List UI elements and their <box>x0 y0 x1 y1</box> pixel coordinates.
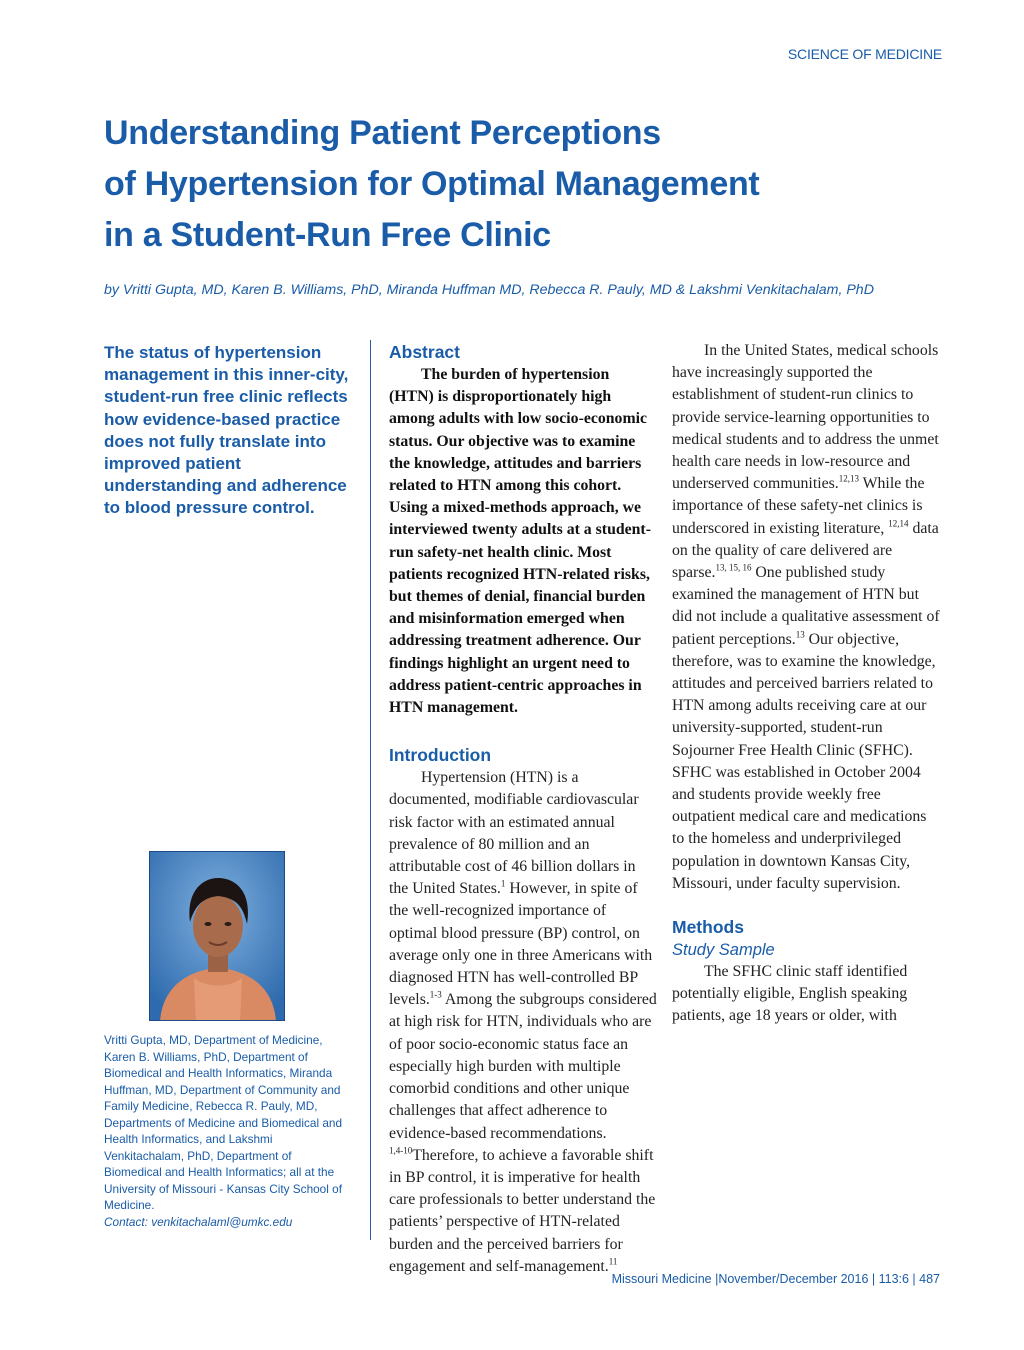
title-line: of Hypertension for Optimal Management <box>104 165 760 203</box>
abstract-heading: Abstract <box>389 342 460 362</box>
column-divider <box>370 340 371 1240</box>
author-affiliations <box>104 1032 349 1230</box>
right-column <box>672 340 942 1028</box>
introduction-paragraph: In the United States, medical schools have increasingly supported the establishment of student-run clinics to provide service-learning opportunities to medical students and to address the unmet health care needs in low-resource and underserved communities.$^{12,13}$ While the importance of these safety-net clinics is underscored in existing literature, $^{12,14}$ data on the quality of care delivered are sparse.$^{13, 15, 16}$ One published study examined the management of HTN but did not include a qualitative assessment of patient perceptions.$^{13}$ Our objective, therefore, was to examine the knowledge, attitudes and perceived barriers related to HTN among adults receiving care at our university-supported, student-run Sojourner Free Health Clinic (SFHC). SFHC was established in October 2004 and students provide weekly free outpatient medical care and medications to the homeless and underprivileged population in downtown Kansas City, Missouri, under faculty supervision. <box>672 342 940 892</box>
section-label: SCIENCE OF MEDICINE <box>787 46 942 62</box>
abstract-text: The burden of hypertension (HTN) is disproportionately high among adults with low socio-economic status. Our objective was to examine the knowledge, attitudes and barriers related to HTN among this cohort. Using a mixed-methods approach, we interviewed twenty adults at a student-run safety-net health clinic. Most patients recognized HTN-related risks, but themes of denial, financial burden and misinformation emerged when addressing treatment adherence. Our findings highlight an urgent need to address patient-centric approaches in HTN management. <box>389 366 651 717</box>
affiliations-text: Vritti Gupta, MD, Department of Medicine, Karen B. Williams, PhD, Department of Biomedical and Health Informatics, Miranda Huffman, MD, Department of Community and Family Medicine, Rebecca R. Pauly, MD, Departments of Medicine and Biomedical and Health Informatics, and Lakshmi Venkitachalam, PhD, Department of Biomedical and Health Informatics; all at the University of Missouri - Kansas City School of Medicine. <box>104 1033 343 1212</box>
methods-heading: Methods <box>672 917 744 938</box>
article-title <box>104 108 924 261</box>
methods-paragraph: The SFHC clinic staff identified potentially eligible, English speaking patients, age 18 years or older, with <box>672 963 908 1025</box>
title-line: in a Student-Run Free Clinic <box>104 216 551 254</box>
introduction-heading: Introduction <box>389 745 492 766</box>
contact-email[interactable]: Contact: venkitachalaml@umkc.edu <box>104 1214 293 1229</box>
page-footer: Missouri Medicine |November/December 2016 | 113:6 | 487 <box>611 1272 940 1286</box>
title-line: Understanding Patient Perceptions <box>104 114 661 152</box>
pull-quote: The status of hypertension management in this inner-city, student-run free clinic reflects how evidence-based practice does not fully translate into improved patient understanding and adherence to blood pressure control. <box>104 343 349 518</box>
middle-column <box>389 340 657 1278</box>
study-sample-subheading: Study Sample <box>672 941 775 960</box>
byline: by Vritti Gupta, MD, Karen B. Williams, PhD, Miranda Huffman MD, Rebecca R. Pauly, MD & Lakshmi Venkitachalam, PhD <box>104 282 874 298</box>
author-photo <box>149 851 285 1021</box>
introduction-paragraph: Hypertension (HTN) is a documented, modifiable cardiovascular risk factor with an estimated annual prevalence of 80 million and an attributable cost of 46 billion dollars in the United States.$^1$ However, in spite of the well-recognized importance of optimal blood pressure (BP) control, on average only one in three Americans with diagnosed HTN has well-controlled BP levels.$^{1-3}$ Among the subgroups considered at high risk for HTN, individuals who are of poor socio-economic status face an especially high burden with multiple comorbid conditions and other unique challenges that affect adherence to evidence-based recommendations. $^{1,4-10}$Therefore, to achieve a favorable shift in BP control, it is imperative for health care professionals to better understand the patients’ perspective of HTN-related burden and the perceived barriers for engagement and self-management.$^{11}$ <box>389 769 657 1275</box>
